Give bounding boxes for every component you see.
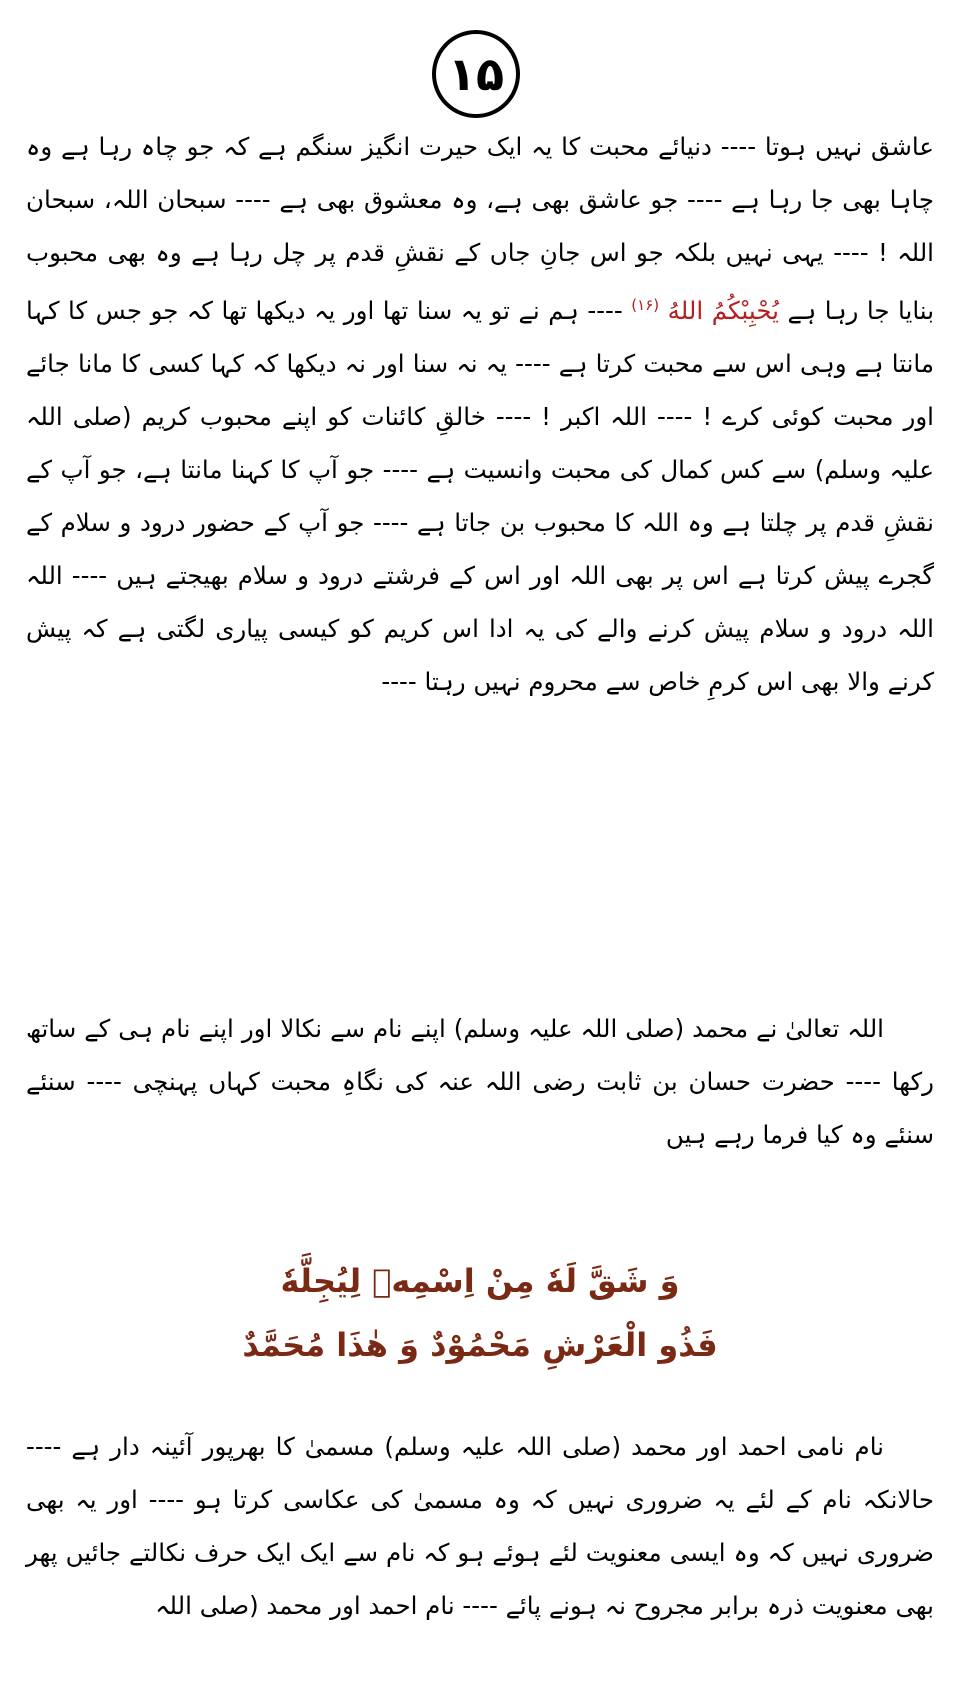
footnote-reference: (۱۶) [631, 296, 660, 314]
paragraph-3-text: نام نامی احمد اور محمد (صلی اللہ علیہ وسلم) مسمیٰ کا بھرپور آئینہ دار ہے ---- حالانکہ نام کے لئے یہ ضروری نہیں کہ وہ مسمیٰ کی عکاسی کرتا ہو ---- اور یہ بھی ضروری نہیں کہ وہ ایسی معنویت لئے ہوئے ہو کہ نام سے ایک ایک حرف نکالتے جائیں پھر بھی معنویت ذرہ برابر مجروح نہ ہونے پائے ---- نام احمد اور محمد (صلی اللہ [26, 1432, 934, 1620]
paragraph-1 [26, 120, 934, 708]
quranic-quote: يُحْبِبْكُمُ اللهُ [667, 296, 779, 326]
page-number: ۱۵ [432, 30, 520, 118]
verse-line-1: وَ شَقَّ لَهٗ مِنْ اِسْمِهٖ لِيُجِلَّهٗ [280, 1262, 680, 1300]
paragraph-2-text: اللہ تعالیٰ نے محمد (صلی اللہ علیہ وسلم) اپنے نام سے نکالا اور اپنے نام ہی کے ساتھ رکھا ---- حضرت حسان بن ثابت رضی اللہ عنہ کی نگاہِ محبت کہاں پہنچی ---- سنئے سنئے وہ کیا فرما رہے ہیں [26, 1014, 934, 1149]
paragraph-1-text-a: عاشق نہیں ہوتا ---- دنیائے محبت کا یہ ایک حیرت انگیز سنگم ہے کہ جو چاہ رہا ہے وہ چاہا بھی جا رہا ہے ---- جو عاشق بھی ہے، وہ معشوق بھی ہے ---- سبحان اللہ، سبحان اللہ ! ---- یہی نہیں بلکہ جو اس جانِ جاں کے نقشِ قدم پر چل رہا ہے وہ بھی محبوب بنایا جا رہا ہے [26, 132, 935, 326]
paragraph-1-text-b: ---- ہم نے تو یہ سنا تھا اور یہ دیکھا تھا کہ جو جس کا کہا مانتا ہے وہی اس سے محبت کرتا ہے ---- یہ نہ سنا اور نہ دیکھا کہ کہا کسی کا مانا جائے اور محبت کوئی کرے ! ---- اللہ اکبر ! ---- خالقِ کائنات کو اپنے محبوب کریم (صلی اللہ علیہ وسلم) سے کس کمال کی محبت وانسیت ہے ---- جو آپ کا کہنا مانتا ہے، جو آپ کے نقشِ قدم پر چلتا ہے وہ اللہ کا محبوب بن جاتا ہے ---- جو آپ کے حضور درود و سلام کے گجرے پیش کرتا ہے اس پر بھی اللہ اور اس کے فرشتے درود و سلام بھیجتے ہیں ---- اللہ اللہ درود و سلام پیش کرنے والے کی یہ ادا اس کریم کو کیسی پیاری لگتی ہے کہ پیش کرنے والا بھی اس کرمِ خاص سے محروم نہیں رہتا ---- [26, 296, 934, 697]
verse-line-2: فَذُو الْعَرْشِ مَحْمُوْدٌ وَ هٰذَا مُحَمَّدٌ [242, 1326, 718, 1364]
paragraph-2 [26, 1002, 934, 1161]
paragraph-3 [26, 1420, 934, 1632]
